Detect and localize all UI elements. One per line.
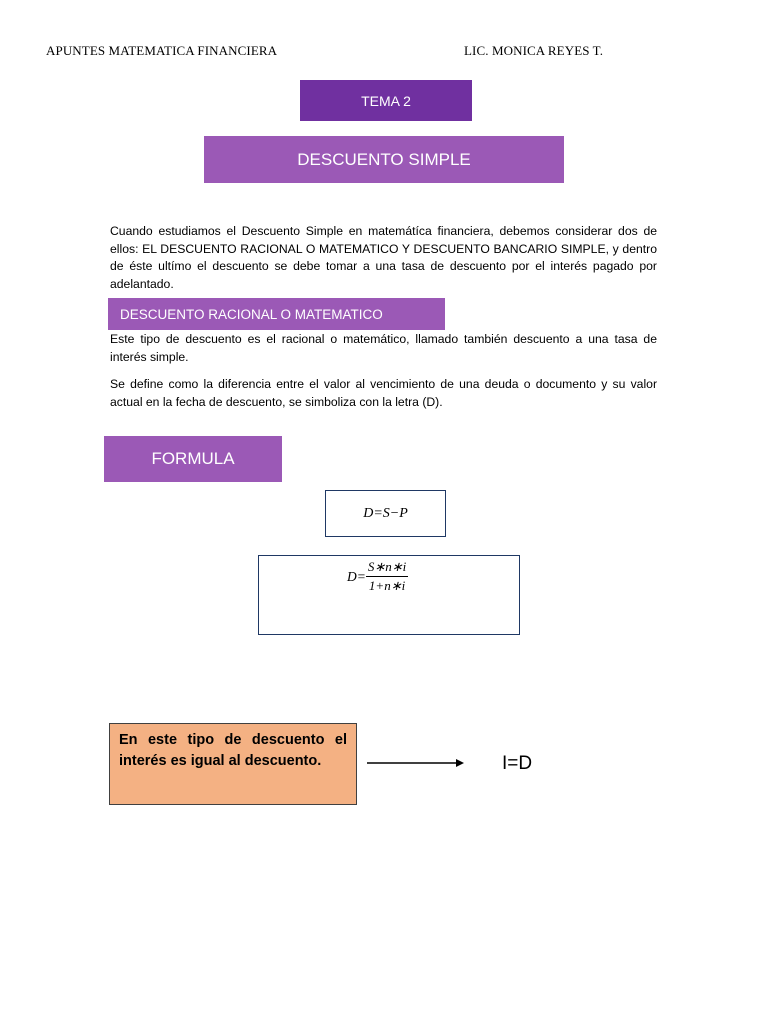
section-heading-text: DESCUENTO RACIONAL O MATEMATICO [120, 306, 383, 322]
formula-heading [104, 436, 282, 482]
note-box [109, 723, 357, 805]
formula-box-2 [258, 555, 520, 635]
header-left: APUNTES MATEMATICA FINANCIERA [46, 43, 278, 58]
tema-text: TEMA 2 [361, 92, 411, 109]
formula-2 [347, 559, 408, 594]
tema-label [300, 80, 472, 121]
formula-2-lhs: D= [347, 568, 366, 584]
page-title-text: DESCUENTO SIMPLE [297, 149, 471, 169]
section-paragraph-2: Se define como la diferencia entre el valor al vencimiento de una deuda o documento y su valor actual en la fecha de descuento, se simboliza con la letra (D). [110, 377, 657, 409]
page-title [204, 136, 564, 183]
section-heading [108, 298, 445, 330]
formula-box-1 [325, 490, 446, 537]
result-text: I=D [502, 753, 533, 774]
formula-2-fraction [366, 559, 408, 594]
formula-2-denominator: 1+n∗i [368, 578, 406, 593]
intro-paragraph: Cuando estudiamos el Descuento Simple en matemátíca financiera, debemos considerar dos de ellos: EL DESCUENTO RACIONAL O MATEMATICO Y DESCUENTO BANCARIO SIMPLE, y dentro de éste ultímo el descuento se debe tomar a una tasa de descuento por el interés pagado por adelantado. [110, 224, 657, 291]
section-paragraph-1: Este tipo de descuento es el racional o matemático, llamado también descuento a una tasa de interés simple. [110, 332, 657, 364]
formula-1: D=S−P [363, 505, 408, 521]
formula-2-numerator: S∗n∗i [366, 559, 408, 577]
note-text: En este tipo de descuento el interés es igual al descuento. [119, 732, 347, 769]
header-right: LIC. MONICA REYES T. [464, 43, 604, 58]
formula-heading-text: FORMULA [151, 449, 235, 468]
arrow-right-icon [366, 756, 466, 770]
